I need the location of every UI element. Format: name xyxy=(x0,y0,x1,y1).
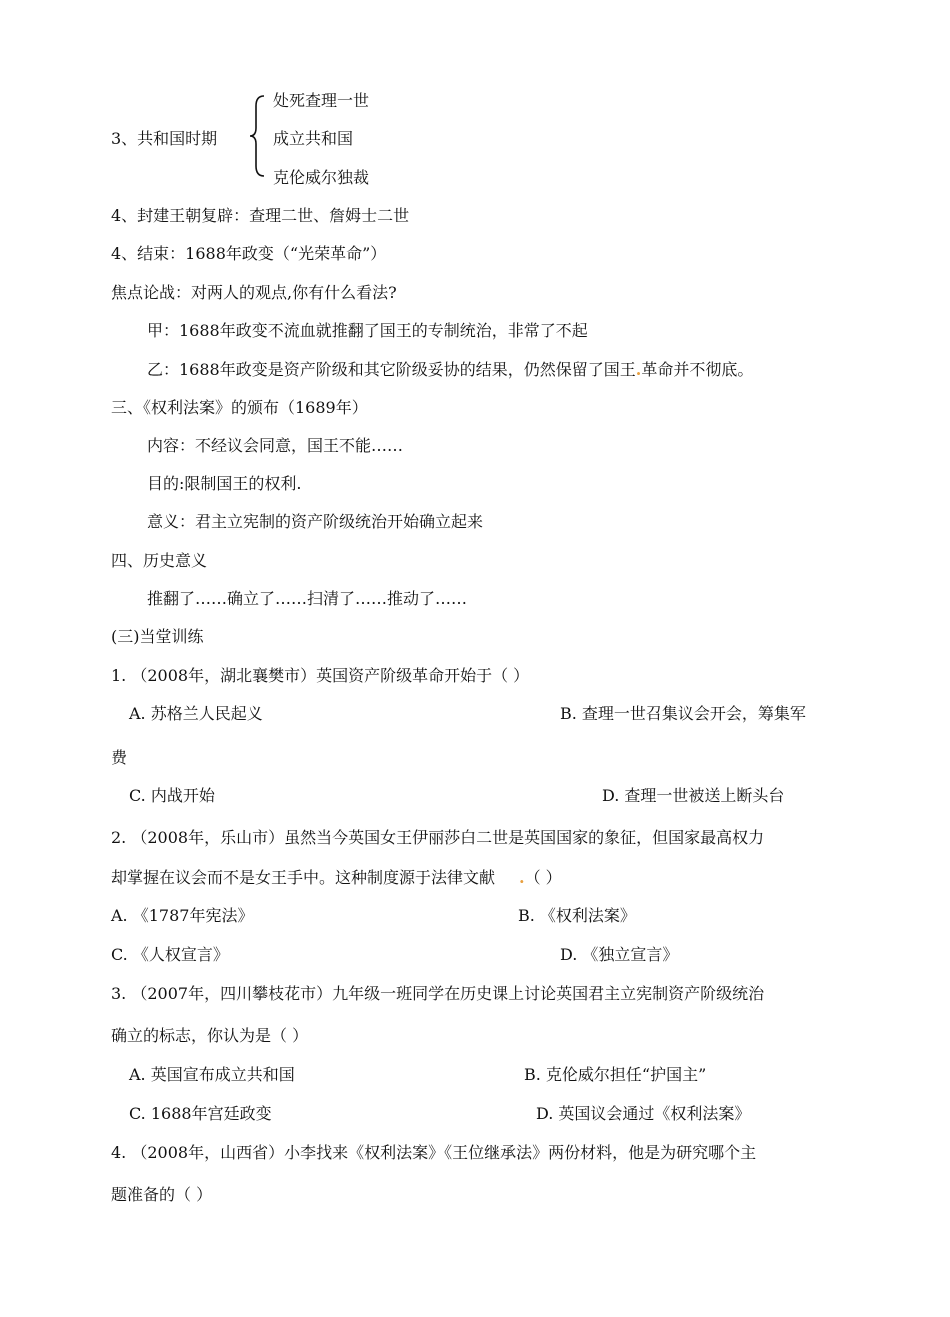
q3-line2: 确立的标志，你认为是（ ） xyxy=(111,1026,309,1045)
significance-text: 推翻了……确立了……扫清了……推动了…… xyxy=(147,589,468,608)
debate-question: 焦点论战：对两人的观点,你有什么看法? xyxy=(111,283,397,302)
q2-line2 xyxy=(111,868,562,888)
debate-yi-part1: 乙：1688年政变是资产阶级和其它阶级妥协的结果，仍然保留了国王 xyxy=(147,360,636,379)
q2-answer-blank: （ ） xyxy=(524,868,562,887)
debate-yi xyxy=(147,360,753,380)
q1-option-b: B. 查理一世召集议会开会，筹集军 xyxy=(560,704,806,723)
mark-dot: . xyxy=(635,360,642,379)
q1-option-b-wrap: 费 xyxy=(111,748,128,767)
q1-option-d: D. 查理一世被送上断头台 xyxy=(602,786,785,805)
q3-line1: 3. （2007年，四川攀枝花市）九年级一班同学在历史课上讨论英国君主立宪制资产阶级统治 xyxy=(111,984,765,1003)
q2-line2-text: 却掌握在议会而不是女王手中。这种制度源于法律文献 xyxy=(111,868,496,887)
q2-option-a: A. 《1787年宪法》 xyxy=(111,906,254,925)
republic-item-3: 克伦威尔独裁 xyxy=(273,168,370,187)
bill-heading: 三、《权利法案》的颁布（1689年） xyxy=(111,398,368,417)
q2-line1: 2. （2008年，乐山市）虽然当今英国女王伊丽莎白二世是英国国家的象征，但国家最高权力 xyxy=(111,828,765,847)
republic-label: 3、共和国时期 xyxy=(111,129,218,148)
brace-icon xyxy=(248,94,268,178)
bill-content: 内容：不经议会同意，国王不能…… xyxy=(147,436,404,455)
debate-yi-part2: 革命并不彻底。 xyxy=(641,360,754,379)
ending-line: 4、结束：1688年政变（“光荣革命”） xyxy=(111,244,387,263)
q2-option-d: D. 《独立宣言》 xyxy=(560,945,679,964)
debate-jia: 甲：1688年政变不流血就推翻了国王的专制统治，非常了不起 xyxy=(147,321,588,340)
restoration-line: 4、封建王朝复辟：查理二世、詹姆士二世 xyxy=(111,206,410,225)
q3-option-c: C. 1688年宫廷政变 xyxy=(129,1104,272,1123)
q1-option-c: C. 内战开始 xyxy=(129,786,215,805)
q3-option-b: B. 克伦威尔担任“护国主” xyxy=(524,1065,707,1084)
q4-line1: 4. （2008年，山西省）小李找来《权利法案》《王位继承法》两份材料，他是为研究哪个主 xyxy=(111,1143,757,1162)
bill-purpose: 目的:限制国王的权利. xyxy=(147,474,302,493)
q3-option-a: A. 英国宣布成立共和国 xyxy=(129,1065,295,1084)
significance-heading: 四、历史意义 xyxy=(111,551,208,570)
practice-heading: (三)当堂训练 xyxy=(111,627,204,646)
mark-dot: . xyxy=(519,868,525,887)
q2-option-c: C. 《人权宣言》 xyxy=(111,945,229,964)
q1-stem: 1. （2008年，湖北襄樊市）英国资产阶级革命开始于（ ） xyxy=(111,666,530,685)
republic-item-2: 成立共和国 xyxy=(273,129,354,148)
q2-option-b: B. 《权利法案》 xyxy=(518,906,636,925)
republic-item-1: 处死查理一世 xyxy=(273,91,370,110)
q4-line2: 题准备的（ ） xyxy=(111,1185,213,1204)
q3-option-d: D. 英国议会通过《权利法案》 xyxy=(536,1104,751,1123)
bill-meaning: 意义：君主立宪制的资产阶级统治开始确立起来 xyxy=(147,512,484,531)
q1-option-a: A. 苏格兰人民起义 xyxy=(129,704,263,723)
